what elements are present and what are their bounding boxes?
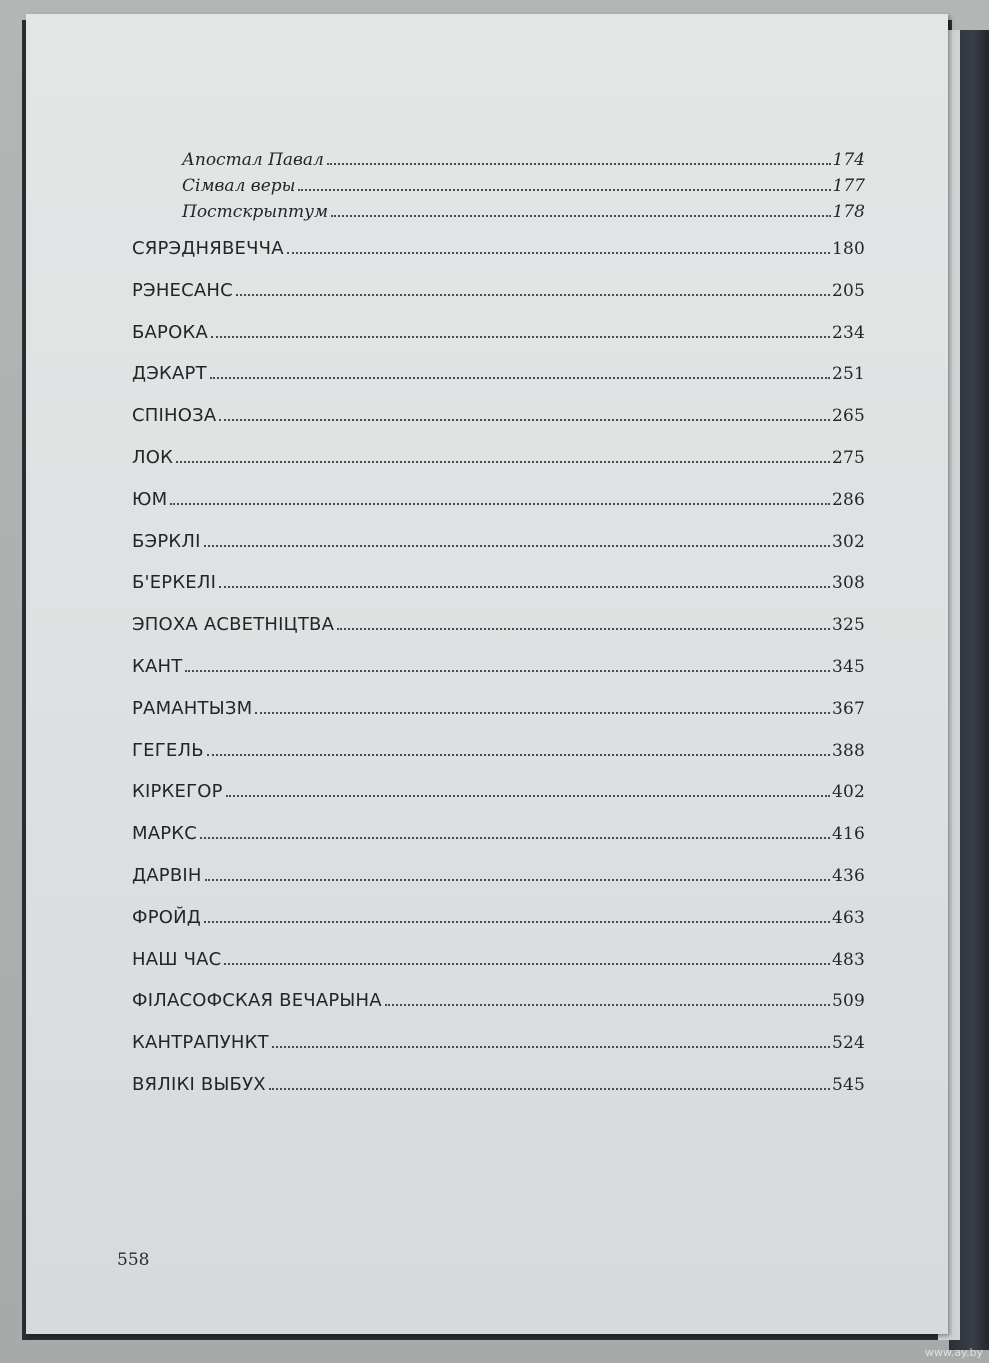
toc-entry-title: Б'ЕРКЕЛІ [132, 572, 217, 594]
dot-leader [207, 754, 830, 756]
toc-entry-title: РАМАНТЫЗМ [132, 697, 253, 719]
toc-entry-title: БАРОКА [132, 321, 208, 343]
toc-entry [132, 238, 865, 280]
dot-leader [210, 377, 830, 379]
dot-leader [176, 461, 830, 463]
toc-entry [132, 572, 865, 614]
toc-subentry-title: Апостал Павал [182, 150, 324, 170]
toc-entry-title: ФІЛАСОФСКАЯ ВЕЧАРЫНА [132, 990, 382, 1012]
toc-entry [132, 1032, 865, 1074]
toc-entry [132, 447, 865, 489]
dot-leader [204, 921, 830, 923]
toc-entry-page: 463 [831, 907, 865, 928]
dot-leader [385, 1004, 830, 1006]
toc-subentry-page: 174 [832, 150, 865, 170]
toc-entry-title: ГЕГЕЛЬ [132, 739, 204, 761]
toc-entry-title: ДЭКАРТ [132, 363, 207, 385]
toc-subentry-title: Сімвал веры [182, 176, 296, 196]
toc-entry-page: 402 [831, 782, 865, 803]
toc-entry [132, 865, 865, 907]
toc-entry-page: 367 [831, 698, 865, 719]
dot-leader [211, 336, 830, 338]
toc-entry-title: ДАРВІН [132, 864, 202, 886]
dot-leader [255, 712, 830, 714]
toc-entry-page: 234 [831, 322, 865, 343]
toc-entry-title: ФРОЙД [132, 906, 202, 928]
dot-leader [170, 503, 830, 505]
toc-entry [132, 990, 865, 1032]
dot-leader [224, 963, 829, 965]
toc-entry [132, 280, 865, 322]
toc-entry-page: 275 [831, 447, 865, 468]
toc-entry-title: КАНТРАПУНКТ [132, 1032, 269, 1054]
toc-entry-page: 416 [831, 824, 865, 845]
toc-entry-title: ВЯЛІКІ ВЫБУХ [132, 1073, 266, 1095]
toc-entry-page: 302 [831, 531, 865, 552]
toc-entry-title: ЭПОХА АСВЕТНІЦТВА [132, 614, 335, 636]
toc-entry [132, 405, 865, 447]
toc-entry-page: 545 [831, 1074, 865, 1095]
table-of-contents [132, 150, 865, 1116]
toc-entry-title: ЮМ [132, 488, 168, 510]
toc-entry-page: 180 [831, 239, 865, 259]
dot-leader [327, 163, 831, 165]
toc-entry-page: 436 [831, 865, 865, 886]
toc-entry [132, 531, 865, 573]
dot-leader [337, 628, 830, 630]
toc-entry-page: 308 [831, 573, 865, 594]
toc-entry-page: 388 [831, 740, 865, 761]
dot-leader [269, 1088, 830, 1090]
toc-entry [132, 949, 865, 991]
toc-entry [132, 907, 865, 949]
dot-leader [226, 795, 830, 797]
toc-subentry-title: Постскрыптум [182, 202, 329, 222]
toc-entry-page: 251 [831, 364, 865, 385]
toc-entry-title: СПІНОЗА [132, 405, 217, 427]
toc-entry-page: 286 [831, 489, 865, 510]
toc-entry [132, 1074, 865, 1116]
toc-entry [132, 614, 865, 656]
dot-leader [185, 670, 830, 672]
toc-entry-page: 524 [831, 1033, 865, 1054]
toc-entry-page: 265 [831, 406, 865, 427]
toc-entry-page: 325 [831, 615, 865, 636]
toc-entry-title: КІРКЕГОР [132, 781, 223, 803]
toc-entry-title: РЭНЕСАНС [132, 279, 233, 301]
toc-entry-title: НАШ ЧАС [132, 948, 222, 970]
watermark: www.ay.by [924, 1346, 983, 1359]
toc-entry-title: КАНТ [132, 655, 183, 677]
dot-leader [219, 419, 830, 421]
toc-entry-page: 509 [831, 991, 865, 1012]
dot-leader [236, 294, 830, 296]
toc-entry [132, 363, 865, 405]
toc-subentry-page: 177 [832, 176, 865, 196]
dot-leader [205, 879, 830, 881]
toc-subentry-page: 178 [832, 202, 865, 222]
page-number: 558 [117, 1250, 150, 1270]
dot-leader [204, 545, 830, 547]
toc-subentry [132, 150, 865, 176]
dot-leader [200, 837, 830, 839]
dot-leader [298, 189, 830, 191]
toc-entry [132, 322, 865, 364]
dot-leader [272, 1046, 830, 1048]
toc-entry [132, 489, 865, 531]
toc-entry-title: МАРКС [132, 823, 198, 845]
toc-entry-page: 205 [831, 280, 865, 301]
dot-leader [287, 252, 830, 254]
toc-entry [132, 698, 865, 740]
toc-entry [132, 656, 865, 698]
dot-leader [331, 215, 830, 217]
dot-leader [219, 586, 830, 588]
toc-entry-page: 483 [831, 949, 865, 970]
toc-entry [132, 740, 865, 782]
toc-entry [132, 781, 865, 823]
toc-entry-page: 345 [831, 656, 865, 677]
toc-entry-title: БЭРКЛІ [132, 530, 201, 552]
toc-entry-title: ЛОК [132, 446, 174, 468]
toc-entry [132, 823, 865, 865]
toc-subentry [132, 176, 865, 202]
toc-entry-title: СЯРЭДНЯВЕЧЧА [132, 238, 284, 259]
toc-subentry [132, 202, 865, 228]
